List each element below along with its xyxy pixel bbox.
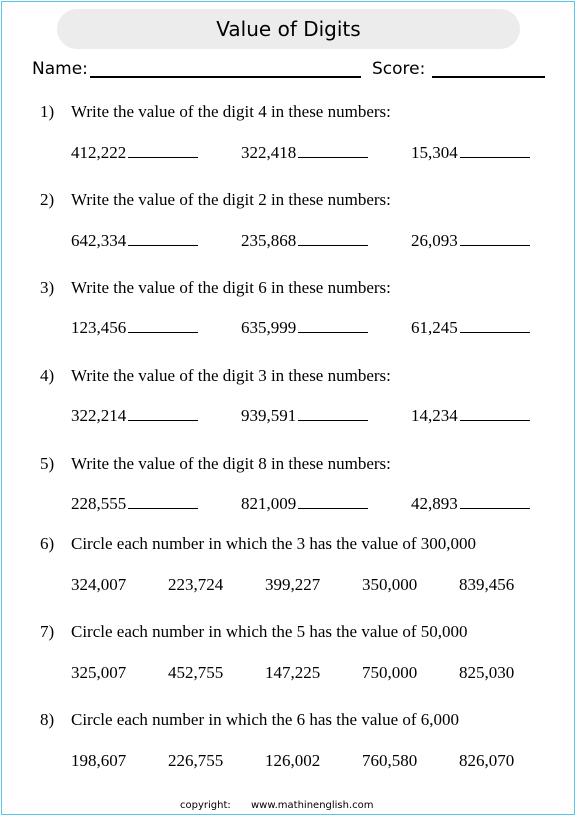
website-link[interactable]: www.mathinenglish.com — [251, 800, 374, 811]
answer-item — [71, 318, 198, 338]
question-number: 2) — [40, 190, 55, 209]
answer-item — [411, 318, 530, 338]
copyright-label: copyright: — [180, 800, 231, 811]
circle-option[interactable]: 826,070 — [459, 751, 515, 770]
answer-item — [241, 406, 368, 426]
number-value: 26,093 — [411, 231, 458, 250]
question-number: 4) — [40, 366, 55, 385]
answer-blank[interactable] — [298, 232, 368, 246]
circle-option[interactable]: 399,227 — [265, 575, 321, 594]
answer-blank[interactable] — [298, 319, 368, 333]
number-value: 235,868 — [241, 231, 297, 250]
answer-blank[interactable] — [128, 319, 198, 333]
circle-option[interactable]: 223,724 — [168, 575, 224, 594]
answer-item — [411, 494, 530, 514]
answer-item — [411, 231, 530, 251]
circle-option[interactable]: 825,030 — [459, 663, 515, 682]
question-number: 6) — [40, 534, 55, 553]
number-value: 42,893 — [411, 494, 458, 513]
circle-option[interactable]: 198,607 — [71, 751, 127, 770]
answer-blank[interactable] — [128, 407, 198, 421]
score-label: Score: — [372, 59, 426, 79]
circle-option[interactable]: 350,000 — [362, 575, 418, 594]
answer-blank[interactable] — [128, 232, 198, 246]
answer-item — [241, 494, 368, 514]
number-value: 821,009 — [241, 494, 297, 513]
number-value: 14,234 — [411, 406, 458, 425]
answer-item — [241, 231, 368, 251]
answer-blank[interactable] — [460, 495, 530, 509]
question-number: 8) — [40, 710, 55, 729]
answer-blank[interactable] — [128, 144, 198, 158]
question-instruction: Write the value of the digit 6 in these numbers: — [71, 278, 391, 297]
answer-blank[interactable] — [460, 319, 530, 333]
answer-item — [71, 406, 198, 426]
answer-blank[interactable] — [298, 407, 368, 421]
answer-blank[interactable] — [298, 144, 368, 158]
question-instruction: Circle each number in which the 5 has the value of 50,000 — [71, 622, 468, 641]
question-instruction: Write the value of the digit 3 in these numbers: — [71, 366, 391, 385]
question-instruction: Write the value of the digit 4 in these numbers: — [71, 102, 391, 121]
worksheet-title: Value of Digits — [216, 17, 361, 41]
answer-blank[interactable] — [460, 407, 530, 421]
number-value: 642,334 — [71, 231, 127, 250]
number-value: 412,222 — [71, 143, 127, 162]
question-number: 7) — [40, 622, 55, 641]
answer-item — [411, 143, 530, 163]
question-instruction: Circle each number in which the 3 has the value of 300,000 — [71, 534, 477, 553]
question-instruction: Circle each number in which the 6 has the value of 6,000 — [71, 710, 460, 729]
name-field-line[interactable] — [90, 76, 361, 78]
number-value: 15,304 — [411, 143, 458, 162]
answer-item — [71, 494, 198, 514]
number-value: 635,999 — [241, 318, 297, 337]
number-value: 61,245 — [411, 318, 458, 337]
circle-option[interactable]: 750,000 — [362, 663, 418, 682]
circle-option[interactable]: 760,580 — [362, 751, 418, 770]
circle-option[interactable]: 126,002 — [265, 751, 321, 770]
question-number: 1) — [40, 102, 55, 121]
question-instruction: Write the value of the digit 2 in these numbers: — [71, 190, 391, 209]
circle-option[interactable]: 226,755 — [168, 751, 224, 770]
answer-item — [241, 318, 368, 338]
number-value: 322,418 — [241, 143, 297, 162]
number-value: 322,214 — [71, 406, 127, 425]
circle-option[interactable]: 452,755 — [168, 663, 224, 682]
answer-blank[interactable] — [298, 495, 368, 509]
answer-blank[interactable] — [128, 495, 198, 509]
question-number: 5) — [40, 454, 55, 473]
answer-blank[interactable] — [460, 232, 530, 246]
name-label: Name: — [32, 59, 88, 79]
circle-option[interactable]: 147,225 — [265, 663, 321, 682]
score-field-line[interactable] — [432, 76, 545, 78]
question-number: 3) — [40, 278, 55, 297]
circle-option[interactable]: 839,456 — [459, 575, 515, 594]
circle-option[interactable]: 325,007 — [71, 663, 127, 682]
answer-item — [241, 143, 368, 163]
number-value: 939,591 — [241, 406, 297, 425]
answer-item — [71, 143, 198, 163]
question-instruction: Write the value of the digit 8 in these numbers: — [71, 454, 391, 473]
answer-item — [411, 406, 530, 426]
answer-blank[interactable] — [460, 144, 530, 158]
number-value: 123,456 — [71, 318, 127, 337]
number-value: 228,555 — [71, 494, 127, 513]
circle-option[interactable]: 324,007 — [71, 575, 127, 594]
answer-item — [71, 231, 198, 251]
